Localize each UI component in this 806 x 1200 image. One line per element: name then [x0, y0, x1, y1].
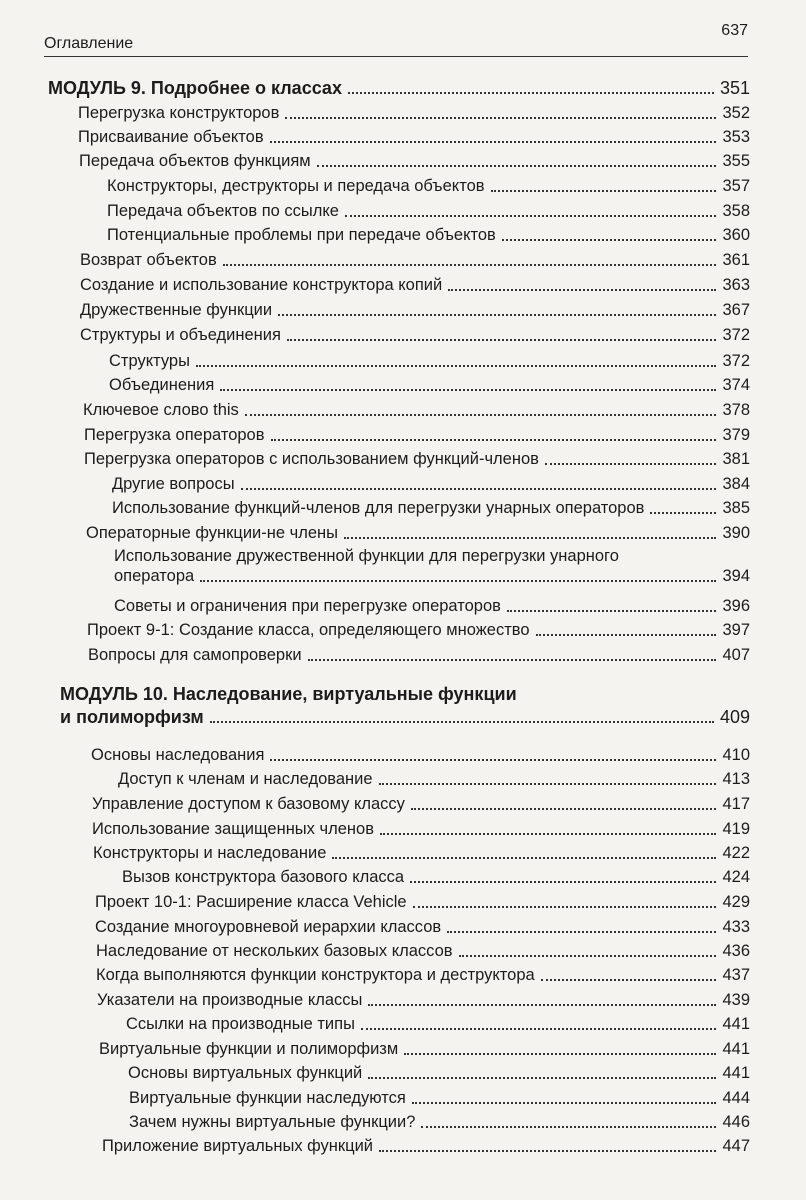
leader-dots [223, 264, 717, 266]
entry-title: Структуры и объединения [80, 326, 281, 344]
entry-title: Возврат объектов [80, 251, 217, 269]
entry-page: 439 [722, 991, 750, 1009]
toc-entry [91, 745, 750, 765]
entry-title: Виртуальные функции и полиморфизм [99, 1040, 399, 1058]
entry-title: Указатели на производные классы [97, 991, 363, 1009]
entry-title: Объединения [109, 376, 215, 394]
leader-dots [413, 906, 717, 908]
entry-page: 419 [722, 820, 750, 838]
entry-title: Создание и использование конструктора копий [80, 276, 443, 294]
toc-entry [87, 620, 750, 640]
entry-line2 [114, 566, 750, 586]
entry-title: Другие вопросы [112, 475, 235, 493]
toc-entry [129, 1112, 750, 1132]
entry-page: 397 [722, 621, 750, 639]
entry-page: 360 [722, 226, 750, 244]
toc-entry [126, 1014, 750, 1034]
entry-title: Передача объектов функциям [79, 152, 311, 170]
toc-entry [78, 127, 750, 147]
entry-page: 444 [722, 1089, 750, 1107]
leader-dots [404, 1053, 716, 1055]
entry-page: 446 [722, 1113, 750, 1131]
toc-entry [79, 151, 750, 171]
entry-page: 441 [722, 1040, 750, 1058]
running-head-title: Оглавление [44, 35, 134, 52]
entry-title: Перегрузка операторов [84, 426, 265, 444]
entry-page: 384 [722, 475, 750, 493]
entry-page: 429 [722, 893, 750, 911]
entry-page: 413 [722, 770, 750, 788]
leader-dots [278, 314, 716, 316]
toc-entry [122, 867, 750, 887]
entry-title: Вызов конструктора базового класса [122, 868, 405, 886]
entry-title: Основы наследования [91, 746, 265, 764]
entry-page: 363 [722, 276, 750, 294]
entry-page: 379 [722, 426, 750, 444]
module-page: 351 [719, 78, 750, 98]
entry-page: 372 [722, 352, 750, 370]
module-title: МОДУЛЬ 9. Подробнее о классах [48, 78, 342, 98]
toc-entry [112, 474, 750, 494]
toc-entry [99, 1039, 750, 1059]
entry-page: 441 [722, 1064, 750, 1082]
entry-title-line1: Использование дружественной функции для перегрузки унарного [114, 547, 619, 565]
entry-title: Использование функций-членов для перегрузки унарных операторов [112, 499, 645, 517]
entry-title: Виртуальные функции наследуются [129, 1089, 406, 1107]
leader-dots [412, 1102, 717, 1104]
entry-title: Потенциальные проблемы при передаче объектов [107, 226, 496, 244]
entry-page: 410 [722, 746, 750, 764]
entry-page: 367 [722, 301, 750, 319]
entry-title: Вопросы для самопроверки [88, 646, 302, 664]
leader-dots [421, 1126, 716, 1128]
toc-entry [107, 225, 750, 245]
entry-page: 424 [722, 868, 750, 886]
entry-title: Конструкторы, деструкторы и передача объектов [107, 177, 485, 195]
entry-page: 390 [722, 524, 750, 542]
module-page: 409 [719, 707, 750, 727]
entry-title: Советы и ограничения при перегрузке операторов [114, 597, 501, 615]
leader-dots [271, 439, 717, 441]
module-line2 [60, 707, 750, 727]
entry-title: Управление доступом к базовому классу [92, 795, 405, 813]
entry-title: Перегрузка конструкторов [78, 104, 280, 122]
entry-title: Структуры [109, 352, 190, 370]
entry-title: Конструкторы и наследование [93, 844, 327, 862]
toc-entry [109, 375, 750, 395]
leader-dots [541, 979, 717, 981]
toc-entry-two-line [114, 546, 750, 586]
leader-dots [545, 463, 717, 465]
leader-dots [410, 881, 716, 883]
toc-entry [88, 645, 750, 665]
leader-dots [196, 365, 717, 367]
entry-title: Использование защищенных членов [92, 820, 374, 838]
toc-entry [128, 1063, 750, 1083]
entry-page: 433 [722, 918, 750, 936]
leader-dots [491, 190, 717, 192]
entry-title: Наследование от нескольких базовых классов [96, 942, 453, 960]
toc-module-10 [60, 684, 750, 727]
entry-page: 437 [722, 966, 750, 984]
entry-page: 396 [722, 597, 750, 615]
leader-dots [368, 1077, 716, 1079]
entry-page: 417 [722, 795, 750, 813]
entry-title-line2: оператора [114, 567, 195, 585]
entry-page: 353 [722, 128, 750, 146]
toc-entry [84, 449, 750, 469]
entry-page: 355 [722, 152, 750, 170]
leader-dots [200, 580, 716, 582]
leader-dots [308, 659, 717, 661]
leader-dots [241, 488, 717, 490]
entry-title: Доступ к членам и наследование [118, 770, 373, 788]
toc-entry [102, 1136, 750, 1156]
leader-dots [332, 857, 716, 859]
toc-entry [80, 300, 750, 320]
leader-dots [459, 955, 717, 957]
leader-dots [287, 339, 717, 341]
entry-page: 374 [722, 376, 750, 394]
toc-entry [107, 176, 750, 196]
toc-entry [80, 250, 750, 270]
leader-dots [411, 808, 717, 810]
entry-page: 357 [722, 177, 750, 195]
entry-page: 352 [722, 104, 750, 122]
entry-title: Передача объектов по ссылке [107, 202, 339, 220]
leader-dots [220, 389, 716, 391]
toc-entry [109, 351, 750, 371]
entry-page: 441 [722, 1015, 750, 1033]
module-title-line2: и полиморфизм [60, 707, 204, 727]
leader-dots [502, 239, 717, 241]
toc-entry [83, 400, 750, 420]
leader-dots [344, 537, 716, 539]
entry-page: 358 [722, 202, 750, 220]
leader-dots [380, 833, 717, 835]
module-title-line1: МОДУЛЬ 10. Наследование, виртуальные функции [60, 684, 517, 704]
toc-entry [114, 596, 750, 616]
entry-page: 394 [722, 567, 750, 585]
toc-entry [112, 498, 750, 518]
toc-entry [107, 201, 750, 221]
toc-module-9 [48, 78, 750, 98]
leader-dots [245, 414, 717, 416]
entry-page: 407 [722, 646, 750, 664]
entry-page: 447 [722, 1137, 750, 1155]
entry-title: Когда выполняются функции конструктора и деструктора [96, 966, 535, 984]
entry-title: Ссылки на производные типы [126, 1015, 355, 1033]
entry-title: Проект 10-1: Расширение класса Vehicle [95, 893, 407, 911]
entry-page: 381 [722, 450, 750, 468]
entry-title: Проект 9-1: Создание класса, определяющего множество [87, 621, 530, 639]
entry-title: Дружественные функции [80, 301, 273, 319]
toc-entry [86, 523, 750, 543]
entry-page: 422 [722, 844, 750, 862]
toc-entry [84, 425, 750, 445]
entry-page: 361 [722, 251, 750, 269]
toc-entry [80, 275, 750, 295]
leader-dots [536, 634, 717, 636]
leader-dots [210, 721, 714, 723]
entry-title: Создание многоуровневой иерархии классов [95, 918, 442, 936]
toc-entry [93, 843, 750, 863]
toc-entry [78, 103, 750, 123]
entry-title: Присваивание объектов [78, 128, 264, 146]
toc-entry [96, 965, 750, 985]
entry-title: Операторные функции-не члены [86, 524, 338, 542]
leader-dots [348, 92, 714, 94]
entry-title: Ключевое слово this [83, 401, 239, 419]
leader-dots [448, 289, 716, 291]
entry-page: 372 [722, 326, 750, 344]
toc-entry [129, 1088, 750, 1108]
entry-page: 385 [722, 499, 750, 517]
leader-dots [285, 117, 716, 119]
toc-entry [118, 769, 750, 789]
running-head [44, 22, 748, 57]
leader-dots [361, 1028, 717, 1030]
entry-page: 378 [722, 401, 750, 419]
entry-title: Зачем нужны виртуальные функции? [129, 1113, 416, 1131]
leader-dots [507, 610, 717, 612]
entry-title: Приложение виртуальных функций [102, 1137, 374, 1155]
leader-dots [345, 215, 717, 217]
leader-dots [317, 165, 717, 167]
leader-dots [379, 1150, 716, 1152]
toc-entry [97, 990, 750, 1010]
leader-dots [270, 141, 717, 143]
leader-dots [650, 512, 716, 514]
toc-entry [80, 325, 750, 345]
leader-dots [270, 759, 716, 761]
toc-entry [92, 794, 750, 814]
page-number: 637 [721, 22, 748, 39]
toc-entry [95, 892, 750, 912]
toc-entry [96, 941, 750, 961]
entry-title: Основы виртуальных функций [128, 1064, 363, 1082]
entry-title: Перегрузка операторов с использованием функций-членов [84, 450, 539, 468]
entry-page: 436 [722, 942, 750, 960]
toc-entry [92, 819, 750, 839]
toc-entry [95, 917, 750, 937]
leader-dots [447, 931, 716, 933]
leader-dots [379, 783, 717, 785]
leader-dots [368, 1004, 716, 1006]
